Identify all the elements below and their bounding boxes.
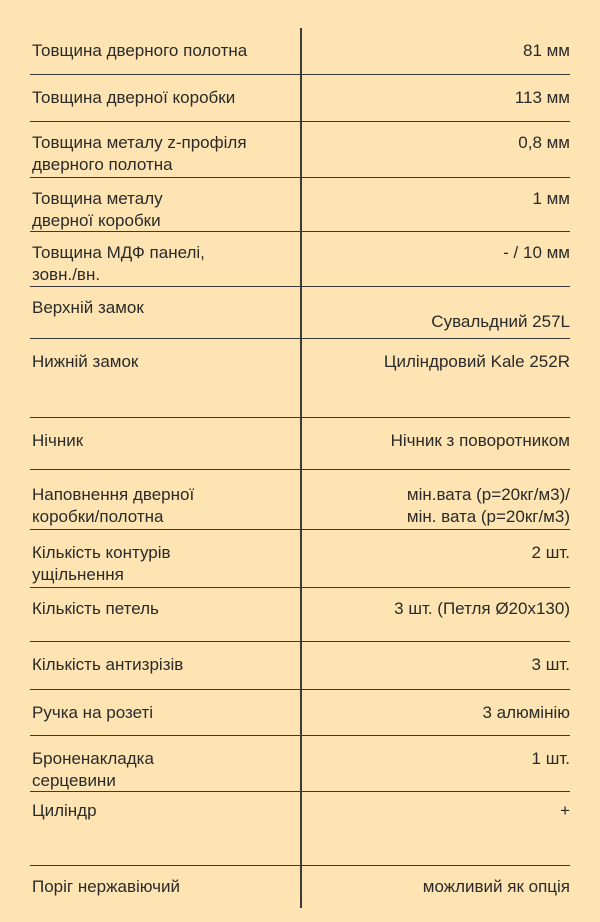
spec-param-line: Товщина дверної коробки	[32, 88, 236, 107]
spec-param-label	[32, 748, 298, 792]
spec-param-line: Броненакладка	[32, 749, 154, 768]
spec-value-line: 81 мм	[522, 41, 570, 60]
spec-param-line: Нічник	[32, 431, 84, 450]
spec-value-line: мін.вата (р=20кг/м3)/	[406, 485, 570, 504]
spec-row-hinges	[30, 588, 570, 642]
spec-value-line: мін. вата (р=20кг/м3)	[406, 507, 570, 526]
spec-param-label	[32, 430, 298, 452]
spec-value	[320, 654, 570, 676]
spec-param-line: дверної коробки	[32, 211, 161, 230]
spec-value-line: 1 мм	[532, 189, 570, 208]
spec-param-label	[32, 242, 298, 286]
spec-row-cylinder-guard	[30, 736, 570, 792]
spec-param-line: коробки/полотна	[32, 507, 164, 526]
spec-row-seal-contours	[30, 530, 570, 588]
spec-value-line: 3 алюмінію	[482, 703, 570, 722]
spec-value	[320, 800, 570, 822]
spec-param-label	[32, 484, 298, 528]
spec-param-line: Наповнення дверної	[32, 485, 195, 504]
spec-param-label	[32, 654, 298, 676]
spec-value	[320, 430, 570, 452]
spec-param-label	[32, 542, 298, 586]
spec-row-night-latch	[30, 418, 570, 470]
spec-value-line: 2 шт.	[531, 543, 570, 562]
spec-param-line: Циліндр	[32, 801, 97, 820]
spec-value-line: можливий як опція	[422, 877, 570, 896]
spec-param-line: серцевини	[32, 771, 116, 790]
spec-param-line: Нижній замок	[32, 352, 139, 371]
spec-row-metal-frame	[30, 178, 570, 232]
spec-row-cylinder	[30, 792, 570, 866]
spec-value	[320, 311, 570, 333]
spec-value-line: - / 10 мм	[503, 243, 570, 262]
spec-param-line: Поріг нержавіючий	[32, 877, 180, 896]
spec-param-label	[32, 598, 298, 620]
spec-row-anti-removal-pins	[30, 642, 570, 690]
spec-param-line: дверного полотна	[32, 155, 173, 174]
spec-value	[320, 702, 570, 724]
spec-param-label	[32, 87, 298, 109]
spec-value	[320, 242, 570, 264]
spec-param-line: Кількість контурів	[32, 543, 171, 562]
spec-row-thickness-frame	[30, 75, 570, 122]
spec-value	[320, 598, 570, 620]
spec-param-line: ущільнення	[32, 565, 124, 584]
spec-param-line: Товщина дверного полотна	[32, 41, 248, 60]
spec-row-thickness-leaf	[30, 28, 570, 75]
spec-value-line: 3 шт. (Петля Ø20х130)	[394, 599, 570, 618]
spec-param-line: Товщина металу	[32, 189, 163, 208]
spec-value	[320, 351, 570, 373]
spec-value	[320, 188, 570, 210]
spec-value	[320, 542, 570, 564]
spec-value-line: 3 шт.	[531, 655, 570, 674]
spec-row-lower-lock	[30, 339, 570, 418]
spec-value	[320, 132, 570, 154]
spec-param-label	[32, 351, 298, 373]
spec-row-upper-lock	[30, 287, 570, 339]
spec-param-label	[32, 132, 298, 176]
spec-value-line: 113 мм	[514, 88, 570, 107]
spec-param-line: зовн./вн.	[32, 265, 101, 284]
spec-param-line: Товщина металу z-профіля	[32, 133, 247, 152]
spec-row-threshold	[30, 866, 570, 908]
spec-value-line: Нічник з поворотником	[390, 431, 570, 450]
spec-param-label	[32, 800, 298, 822]
spec-value	[320, 87, 570, 109]
spec-param-label	[32, 40, 298, 62]
spec-value-line: +	[560, 801, 570, 820]
spec-value	[320, 40, 570, 62]
spec-value-line: Сувальдний 257L	[431, 312, 570, 331]
spec-value-line: 0,8 мм	[518, 133, 570, 152]
spec-param-line: Кількість петель	[32, 599, 159, 618]
spec-param-label	[32, 702, 298, 724]
spec-row-metal-z-profile	[30, 122, 570, 178]
spec-param-line: Товщина МДФ панелі,	[32, 243, 205, 262]
spec-param-label	[32, 188, 298, 232]
spec-param-line: Верхній замок	[32, 298, 144, 317]
spec-row-handle	[30, 690, 570, 736]
spec-param-line: Ручка на розеті	[32, 703, 154, 722]
spec-value-line: 1 шт.	[531, 749, 570, 768]
spec-row-insulation	[30, 470, 570, 530]
spec-value	[320, 748, 570, 770]
spec-value-line: Циліндровий Kale 252R	[383, 352, 570, 371]
spec-row-mdf-panel	[30, 232, 570, 287]
spec-value	[320, 484, 570, 528]
spec-value	[320, 876, 570, 898]
spec-param-label	[32, 297, 298, 319]
spec-param-line: Кількість антизрізів	[32, 655, 184, 674]
spec-param-label	[32, 876, 298, 898]
